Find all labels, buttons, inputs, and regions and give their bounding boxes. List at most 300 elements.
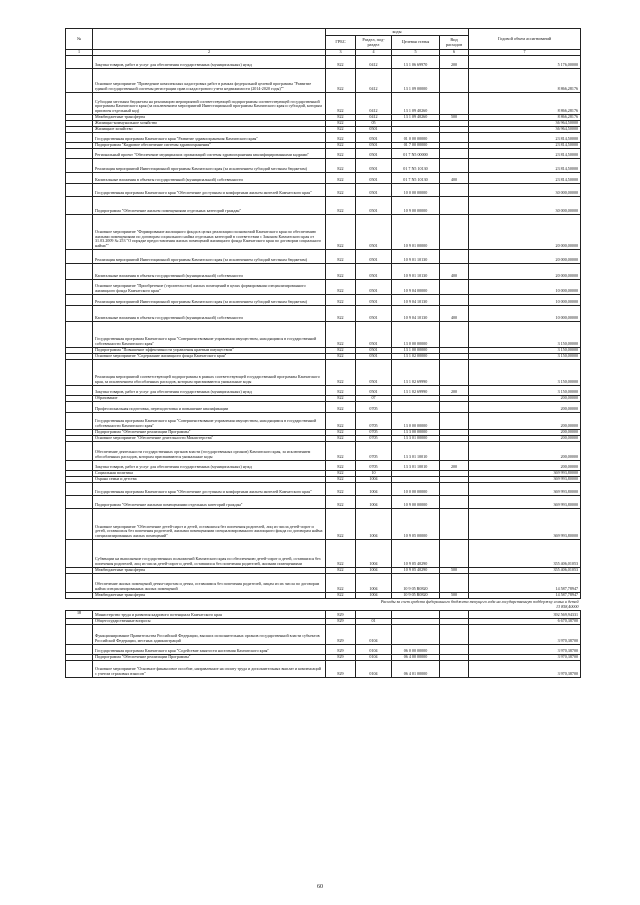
table-row [66, 55, 581, 68]
target-article-cell: 13 3 01 00000 [392, 435, 440, 441]
column-number-cell: 5 [392, 50, 440, 56]
note-row [66, 598, 581, 610]
row-number-cell [66, 279, 93, 294]
row-name-cell: Основное мероприятие "Формирование жилищного фонда в целях реализации полномочий Камчатского края по обеспечению жилыми помещениями по договорам социального найма отдельных категорий в соответствии с Законом Камчатского края от 31.03.2009 № 253 "О порядке предоставления жилых помещений жилищного фонда Камчатского края по договорам социального найма"" [93, 214, 326, 249]
row-name-cell: Обеспечение деятельности государственных органов власти (государственных органов) Камчатского края, за исключением обособленных расходов, которым присваиваются уникальные коды [93, 441, 326, 460]
row-name-cell: Закупка товаров, работ и услуг для обеспечения государственных (муниципальных) нужд [93, 385, 326, 395]
table-row [66, 644, 581, 654]
col-header-codes: коды [326, 29, 469, 36]
grbs-cell: 829 [326, 644, 356, 654]
expense-kind-cell [440, 158, 469, 172]
amount-cell: 369 993,80000 [469, 482, 581, 495]
grbs-cell: 822 [326, 508, 356, 539]
amount-cell: 23 814,50000 [469, 172, 581, 183]
target-article-cell: 10 9 01 10130 [392, 263, 440, 279]
amount-cell: 8 866,28176 [469, 68, 581, 92]
target-article-cell [392, 401, 440, 412]
target-article-cell [392, 610, 440, 618]
table-row [66, 321, 581, 347]
row-name-cell: Региональный проект "Обеспечение медицинских организаций системы здравоохранения квалифицированными кадрами" [93, 148, 326, 158]
section-cell: 0705 [356, 435, 392, 441]
row-name-cell: Закупка товаров, работ и услуг для обеспечения государственных (муниципальных) нужд [93, 55, 326, 68]
col-header-target: Целевая статья [392, 36, 440, 50]
row-name-cell: Межбюджетные трансферты [93, 114, 326, 120]
column-number-cell: 6 [440, 50, 469, 56]
target-article-cell: 10 0 00 00000 [392, 183, 440, 196]
target-article-cell: 10 9 05 00000 [392, 508, 440, 539]
expense-kind-cell [440, 132, 469, 142]
table-row [66, 148, 581, 158]
grbs-cell: 822 [326, 401, 356, 412]
row-name-cell: Субсидии местным бюджетам на реализацию мероприятий соответствующей подпрограммы соответствующей государственной программы Камчатского края (за исключением мероприятий Инвестиционной программы Камчатского края и субсидий, которым присвоен отдельный код) [93, 92, 326, 114]
row-name-cell: Государственная программа Камчатского края "Совершенствование управления имуществом, находящимся в государственной собственности Камчатского края" [93, 321, 326, 347]
grbs-cell: 822 [326, 294, 356, 305]
table-row [66, 68, 581, 92]
table-row [66, 279, 581, 294]
target-article-cell: 13 1 09 00000 [392, 68, 440, 92]
grbs-cell: 822 [326, 592, 356, 598]
expense-kind-cell: 400 [440, 172, 469, 183]
row-number-cell [66, 573, 93, 592]
target-article-cell: 01 7 N5 10130 [392, 158, 440, 172]
expense-kind-cell [440, 401, 469, 412]
section-cell: 0412 [356, 55, 392, 68]
expense-kind-cell: 500 [440, 567, 469, 573]
section-cell: 1004 [356, 592, 392, 598]
target-article-cell: 13 1 02 69990 [392, 359, 440, 385]
target-article-cell: 10 9 01 10130 [392, 249, 440, 263]
expense-kind-cell [440, 539, 469, 567]
section-cell: 0501 [356, 385, 392, 395]
grbs-cell: 822 [326, 441, 356, 460]
amount-cell: 20 000,00000 [469, 249, 581, 263]
target-article-cell: 13 3 01 10010 [392, 460, 440, 470]
grbs-cell: 822 [326, 68, 356, 92]
section-cell: 07 [356, 395, 392, 401]
row-number-cell [66, 385, 93, 395]
section-cell: 0501 [356, 353, 392, 359]
column-number-cell: 3 [326, 50, 356, 56]
row-name-cell: Подпрограмма "Обеспечение реализации Программы" [93, 654, 326, 660]
amount-cell: 3 150,00000 [469, 385, 581, 395]
section-cell [356, 610, 392, 618]
target-article-cell: 13 1 09 40260 [392, 114, 440, 120]
amount-cell: 23 814,50000 [469, 158, 581, 172]
row-name-cell: Государственная программа Камчатского края "Содействие занятости населения Камчатского края" [93, 644, 326, 654]
column-number-cell: 1 [66, 50, 93, 56]
target-article-cell: 10 9 05 R0820 [392, 573, 440, 592]
col-header-num: № [66, 29, 93, 50]
grbs-cell: 822 [326, 347, 356, 353]
section-cell: 1004 [356, 482, 392, 495]
row-name-cell: Реализация мероприятий соответствующей подпрограммы в рамках соответствующей государственной программы Камчатского края, за исключением обособленных расходов, которым присваиваются уникальные коды [93, 359, 326, 385]
table-row [66, 294, 581, 305]
grbs-cell: 829 [326, 624, 356, 644]
target-article-cell: 01 0 00 00000 [392, 132, 440, 142]
table-row [66, 508, 581, 539]
grbs-cell: 822 [326, 249, 356, 263]
row-name-cell: Реализация мероприятий Инвестиционной программы Камчатского края (за исключением субсидий местным бюджетам) [93, 249, 326, 263]
target-article-cell: 10 9 04 00000 [392, 279, 440, 294]
grbs-cell: 822 [326, 482, 356, 495]
row-name-cell: Социальная политика [93, 470, 326, 476]
amount-cell: 8 866,28176 [469, 92, 581, 114]
target-article-cell: 13 1 02 00000 [392, 353, 440, 359]
target-article-cell: 10 0 00 00000 [392, 482, 440, 495]
row-name-cell: Основное мероприятие "Приобретение (строительство) жилых помещений в целях формирования специализированного жилищного фонда Камчатского края" [93, 279, 326, 294]
section-cell: 0501 [356, 305, 392, 321]
grbs-cell: 822 [326, 359, 356, 385]
table-row [66, 196, 581, 214]
amount-cell: 20 000,00000 [469, 263, 581, 279]
section-cell: 0501 [356, 279, 392, 294]
col-header-kind: Вид расходов [440, 36, 469, 50]
section-cell: 0104 [356, 624, 392, 644]
table-row [66, 482, 581, 495]
section-cell: 0705 [356, 412, 392, 429]
section-cell: 0412 [356, 114, 392, 120]
section-cell: 1004 [356, 567, 392, 573]
table-row [66, 495, 581, 508]
expense-kind-cell [440, 148, 469, 158]
section-cell: 0412 [356, 92, 392, 114]
amount-cell: 200,00000 [469, 441, 581, 460]
amount-cell: 3 970,38700 [469, 654, 581, 660]
amount-cell: 200,00000 [469, 435, 581, 441]
expense-kind-cell [440, 68, 469, 92]
row-name-cell: Подпрограмма "Обеспечение жилыми помещениями отдельных категорий граждан" [93, 495, 326, 508]
expense-kind-cell [440, 508, 469, 539]
expense-kind-cell [440, 92, 469, 114]
grbs-cell: 822 [326, 353, 356, 359]
target-article-cell: 13 0 00 00000 [392, 412, 440, 429]
grbs-cell: 822 [326, 120, 356, 126]
amount-cell: 36 964,50000 [469, 126, 581, 132]
row-number-cell [66, 508, 93, 539]
row-name-cell: Государственная программа Камчатского края "Обеспечение доступным и комфортным жильем жителей Камчатского края" [93, 482, 326, 495]
amount-cell: 30 000,00000 [469, 183, 581, 196]
grbs-cell: 822 [326, 214, 356, 249]
row-number-cell [66, 263, 93, 279]
row-name-cell: Основное мероприятие "Основное финансовое пособие, направленное на оплату труда и дополнительных выплат и компенсаций с учетом страховых взносов" [93, 660, 326, 677]
table-row [66, 660, 581, 677]
amount-cell: 23 814,50000 [469, 142, 581, 148]
row-number-cell [66, 249, 93, 263]
section-cell: 0501 [356, 347, 392, 353]
grbs-cell: 822 [326, 55, 356, 68]
section-cell: 1004 [356, 495, 392, 508]
amount-cell: 23 814,50000 [469, 132, 581, 142]
table-row [66, 172, 581, 183]
table-row [66, 305, 581, 321]
table-row [66, 460, 581, 470]
row-number-cell: 18 [66, 610, 93, 618]
target-article-cell: 06 0 00 00000 [392, 644, 440, 654]
amount-cell: 6 670,38700 [469, 618, 581, 624]
expense-kind-cell [440, 321, 469, 347]
amount-cell: 20 000,00000 [469, 214, 581, 249]
amount-cell: 8 866,28176 [469, 114, 581, 120]
amount-cell: 369 993,80000 [469, 495, 581, 508]
target-article-cell: 01 7 00 00000 [392, 142, 440, 148]
row-name-cell: Профессиональная подготовка, переподготовка и повышение квалификации [93, 401, 326, 412]
row-name-cell: Функционирование Правительства Российской Федерации, высших исполнительных органов государственной власти субъектов Российской Федерации, местных администраций [93, 624, 326, 644]
row-number-cell [66, 495, 93, 508]
amount-cell: 14 587,78947 [469, 592, 581, 598]
section-cell: 10 [356, 470, 392, 476]
row-number-cell [66, 132, 93, 142]
table-row [66, 132, 581, 142]
row-number-cell [66, 539, 93, 567]
col-header-section: Раздел, под-раздел [356, 36, 392, 50]
target-article-cell: 13 1 09 40260 [392, 92, 440, 114]
amount-cell: 3 150,00000 [469, 353, 581, 359]
grbs-cell: 822 [326, 132, 356, 142]
col-header-name [93, 29, 326, 50]
amount-cell: 369 993,80000 [469, 470, 581, 476]
target-article-cell: 10 9 00 00000 [392, 495, 440, 508]
section-cell: 1004 [356, 539, 392, 567]
expense-kind-cell: 200 [440, 460, 469, 470]
expense-kind-cell [440, 644, 469, 654]
section-cell: 0104 [356, 644, 392, 654]
expense-kind-cell [440, 359, 469, 385]
target-article-cell: 06 4 00 00000 [392, 654, 440, 660]
section-cell: 01 [356, 618, 392, 624]
table-row [66, 183, 581, 196]
row-name-cell: Общегосударственные вопросы [93, 618, 326, 624]
section-cell: 0501 [356, 183, 392, 196]
section-cell: 0412 [356, 68, 392, 92]
grbs-cell: 822 [326, 385, 356, 395]
expense-kind-cell [440, 196, 469, 214]
amount-cell: 369 993,80000 [469, 508, 581, 539]
row-number-cell [66, 148, 93, 158]
grbs-cell: 822 [326, 142, 356, 148]
row-name-cell: Государственная программа Камчатского края "Совершенствование управления имуществом, находящимся в государственной собственности Камчатского края" [93, 412, 326, 429]
grbs-cell: 822 [326, 412, 356, 429]
amount-cell: 3 970,38700 [469, 624, 581, 644]
note-value: 13 858,40000 [556, 604, 579, 609]
grbs-cell: 822 [326, 435, 356, 441]
section-cell: 0705 [356, 429, 392, 435]
target-article-cell: 01 7 N5 10130 [392, 172, 440, 183]
row-name-cell: Жилищное хозяйство [93, 126, 326, 132]
amount-cell: 3 970,38700 [469, 644, 581, 654]
amount-cell: 200,00000 [469, 460, 581, 470]
expense-kind-cell: 200 [440, 55, 469, 68]
grbs-cell: 822 [326, 567, 356, 573]
amount-cell: 10 000,00000 [469, 279, 581, 294]
amount-cell: 200,00000 [469, 395, 581, 401]
budget-table [65, 28, 581, 678]
expense-kind-cell [440, 495, 469, 508]
grbs-cell: 822 [326, 263, 356, 279]
row-number-cell [66, 92, 93, 114]
table-row [66, 573, 581, 592]
section-cell: 05 [356, 120, 392, 126]
row-number-cell [66, 305, 93, 321]
row-name-cell: Подпрограмма "Кадровое обеспечение системы здравоохранения" [93, 142, 326, 148]
target-article-cell: 13 3 00 00000 [392, 429, 440, 435]
target-article-cell: 10 9 05 R0820 [392, 592, 440, 598]
expense-kind-cell: 400 [440, 305, 469, 321]
row-number-cell [66, 196, 93, 214]
row-number-cell [66, 441, 93, 460]
grbs-cell: 822 [326, 279, 356, 294]
target-article-cell: 01 7 N5 00000 [392, 148, 440, 158]
section-cell: 0501 [356, 214, 392, 249]
expense-kind-cell: 500 [440, 114, 469, 120]
row-number-cell [66, 401, 93, 412]
section-cell: 0501 [356, 249, 392, 263]
table-row [66, 385, 581, 395]
grbs-cell: 829 [326, 654, 356, 660]
table-row [66, 214, 581, 249]
table-row [66, 539, 581, 567]
target-article-cell: 10 9 04 10130 [392, 305, 440, 321]
section-cell: 0104 [356, 654, 392, 660]
row-name-cell: Межбюджетные трансферты [93, 592, 326, 598]
grbs-cell: 822 [326, 183, 356, 196]
grbs-cell: 822 [326, 172, 356, 183]
section-cell: 0501 [356, 359, 392, 385]
col-header-amount: Годовой объем ассигнований [469, 29, 581, 50]
table-row [66, 412, 581, 429]
amount-cell: 10 000,00000 [469, 305, 581, 321]
note-text: Расходы за счет средств федерального бюджета текущего года на государственную поддержку семьи и детей [380, 599, 579, 605]
section-cell: 0501 [356, 132, 392, 142]
amount-cell: 30 000,00000 [469, 196, 581, 214]
amount-cell: 23 814,50000 [469, 148, 581, 158]
grbs-cell: 829 [326, 610, 356, 618]
row-name-cell: Реализация мероприятий Инвестиционной программы Камчатского края (за исключением субсидий местным бюджетам) [93, 294, 326, 305]
amount-cell: 200,00000 [469, 401, 581, 412]
table-row [66, 158, 581, 172]
expense-kind-cell [440, 610, 469, 618]
table-row [66, 610, 581, 618]
section-cell: 1004 [356, 573, 392, 592]
target-article-cell: 13 3 01 10010 [392, 441, 440, 460]
amount-cell: 5 176,00000 [469, 55, 581, 68]
row-number-cell [66, 359, 93, 385]
grbs-cell: 822 [326, 148, 356, 158]
table-row [66, 92, 581, 114]
row-name-cell: Жилищно-коммунальное хозяйство [93, 120, 326, 126]
expense-kind-cell: 500 [440, 592, 469, 598]
expense-kind-cell [440, 660, 469, 677]
row-name-cell: Межбюджетные трансферты [93, 567, 326, 573]
row-name-cell: Капитальные вложения в объекты государственной (муниципальной) собственности [93, 263, 326, 279]
amount-cell: 369 993,80000 [469, 476, 581, 482]
row-number-cell [66, 183, 93, 196]
grbs-cell: 822 [326, 495, 356, 508]
grbs-cell: 822 [326, 158, 356, 172]
grbs-cell: 822 [326, 470, 356, 476]
expense-kind-cell [440, 624, 469, 644]
expense-kind-cell [440, 183, 469, 196]
col-header-grbs: ГРБС [326, 36, 356, 50]
expense-kind-cell [440, 279, 469, 294]
table-row [66, 401, 581, 412]
amount-cell: 3 150,00000 [469, 321, 581, 347]
grbs-cell: 829 [326, 618, 356, 624]
grbs-cell: 822 [326, 429, 356, 435]
row-name-cell: Государственная программа Камчатского края "Развитие здравоохранения Камчатского края" [93, 132, 326, 142]
row-name-cell: Реализация мероприятий Инвестиционной программы Камчатского края (за исключением субсидий местным бюджетам) [93, 158, 326, 172]
row-name-cell: Подпрограмма "Обеспечение реализации Программы" [93, 429, 326, 435]
column-number-cell: 7 [469, 50, 581, 56]
amount-cell: 355 406,01053 [469, 567, 581, 573]
expense-kind-cell [440, 214, 469, 249]
section-cell: 0501 [356, 126, 392, 132]
target-article-cell: 10 9 05 40290 [392, 567, 440, 573]
section-cell: 0501 [356, 263, 392, 279]
amount-cell: 3 150,00000 [469, 359, 581, 385]
row-number-cell [66, 172, 93, 183]
row-name-cell: Основное мероприятие "Проведение комплексных кадастровых работ в рамках федеральной целевой программы "Развитие единой государственной системы регистрации прав и кадастрового учета недвижимости (2014-2020 годы)"" [93, 68, 326, 92]
table-row [66, 359, 581, 385]
expense-kind-cell: 200 [440, 385, 469, 395]
amount-cell: 3 970,38700 [469, 660, 581, 677]
amount-cell: 355 406,01053 [469, 539, 581, 567]
target-article-cell: 06 4 01 00000 [392, 660, 440, 677]
target-article-cell: 13 1 00 00000 [392, 347, 440, 353]
target-article-cell: 13 1 06 69970 [392, 55, 440, 68]
section-cell: 0705 [356, 441, 392, 460]
section-cell: 1004 [356, 476, 392, 482]
section-cell: 0104 [356, 660, 392, 677]
target-article-cell: 13 1 02 69990 [392, 385, 440, 395]
row-name-cell: Основное мероприятие "Обеспечение деятельности Министерства" [93, 435, 326, 441]
expense-kind-cell [440, 482, 469, 495]
row-name-cell: Государственная программа Камчатского края "Обеспечение доступным и комфортным жильем жителей Камчатского края" [93, 183, 326, 196]
amount-cell: 10 000,00000 [469, 294, 581, 305]
column-number-cell: 2 [93, 50, 326, 56]
grbs-cell: 822 [326, 305, 356, 321]
amount-cell: 14 587,78947 [469, 573, 581, 592]
row-name-cell: Обеспечение жилых помещений детям-сиротам и детям, оставшимся без попечения родителей, лицам из их числа по договорам найма специализированных жилых помещений [93, 573, 326, 592]
expense-kind-cell: 400 [440, 263, 469, 279]
target-article-cell: 10 9 00 00000 [392, 196, 440, 214]
row-name-cell: Охрана семьи и детства [93, 476, 326, 482]
row-name-cell: Субвенции на выполнение государственных полномочий Камчатского края по обеспечению детей-сирот и детей, оставшихся без попечения родителей, лиц из числа детей-сирот и детей, оставшихся без попечения родителей, жилыми помещениями [93, 539, 326, 567]
grbs-cell: 829 [326, 660, 356, 677]
row-name-cell: Капитальные вложения в объекты государственной (муниципальной) собственности [93, 305, 326, 321]
row-number-cell [66, 158, 93, 172]
row-number-cell [66, 294, 93, 305]
expense-kind-cell [440, 294, 469, 305]
expense-kind-cell [440, 441, 469, 460]
amount-cell: 392 569,94331 [469, 610, 581, 618]
section-cell: 0501 [356, 148, 392, 158]
grbs-cell: 822 [326, 460, 356, 470]
row-number-cell [66, 68, 93, 92]
row-number-cell [66, 460, 93, 470]
row-name-cell: Основное мероприятие "Содержание жилищного фонда Камчатского края" [93, 353, 326, 359]
grbs-cell: 822 [326, 196, 356, 214]
amount-cell: 36 964,50000 [469, 120, 581, 126]
row-number-cell [66, 660, 93, 677]
expense-kind-cell [440, 412, 469, 429]
section-cell: 0501 [356, 142, 392, 148]
target-article-cell [392, 624, 440, 644]
grbs-cell: 822 [326, 395, 356, 401]
page-number: 60 [317, 884, 323, 890]
grbs-cell: 822 [326, 114, 356, 120]
grbs-cell: 822 [326, 92, 356, 114]
table-row [66, 263, 581, 279]
